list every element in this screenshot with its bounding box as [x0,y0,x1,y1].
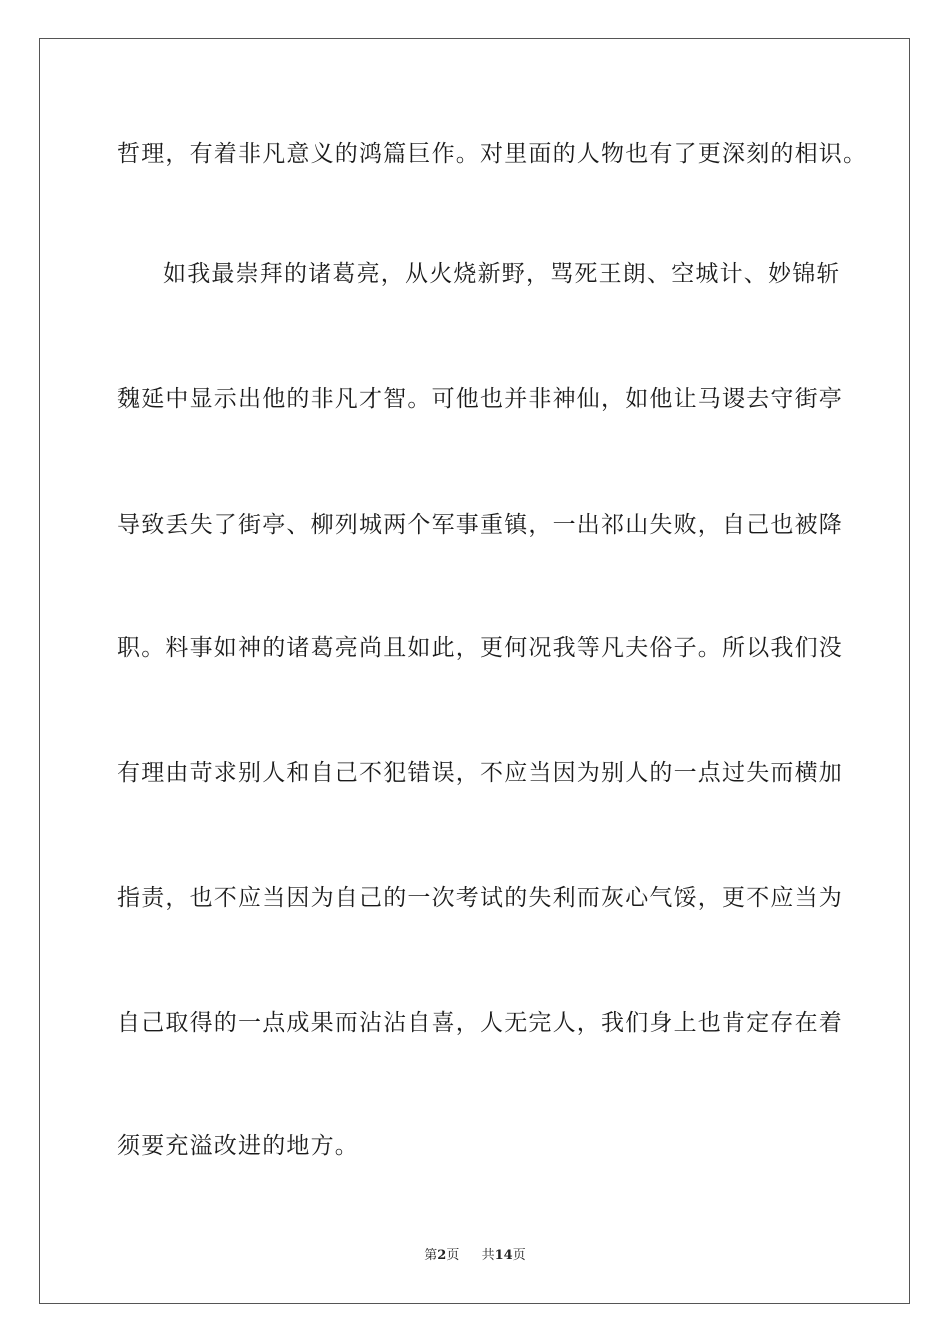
total-pages-indicator [482,1248,526,1263]
page-suffix: 页 [446,1248,460,1263]
total-prefix: 共 [481,1248,495,1263]
total-suffix: 页 [512,1248,526,1263]
body-line: 自己取得的一点成果而沾沾自喜，人无完人，我们身上也肯定存在着 [117,1010,843,1036]
page-number: 2 [437,1248,447,1263]
total-pages: 14 [494,1248,513,1263]
body-line: 职。料事如神的诸葛亮尚且如此，更何况我等凡夫俗子。所以我们没 [117,635,843,661]
page-indicator [424,1248,463,1263]
body-line: 须要充溢改进的地方。 [117,1133,359,1159]
page-prefix: 第 [424,1248,438,1263]
body-line: 魏延中显示出他的非凡才智。可他也并非神仙，如他让马谡去守街亭 [117,386,843,412]
page-footer [0,1247,950,1265]
page-border [39,38,910,1304]
body-line: 指责，也不应当因为自己的一次考试的失利而灰心气馁，更不应当为 [117,885,843,911]
body-line: 如我最崇拜的诸葛亮，从火烧新野，骂死王朗、空城计、妙锦斩 [163,261,841,287]
body-line: 哲理，有着非凡意义的鸿篇巨作。对里面的人物也有了更深刻的相识。 [117,141,868,167]
body-line: 导致丢失了街亭、柳列城两个军事重镇，一出祁山失败，自己也被降 [117,512,843,538]
body-line: 有理由苛求别人和自己不犯错误，不应当因为别人的一点过失而横加 [117,760,843,786]
